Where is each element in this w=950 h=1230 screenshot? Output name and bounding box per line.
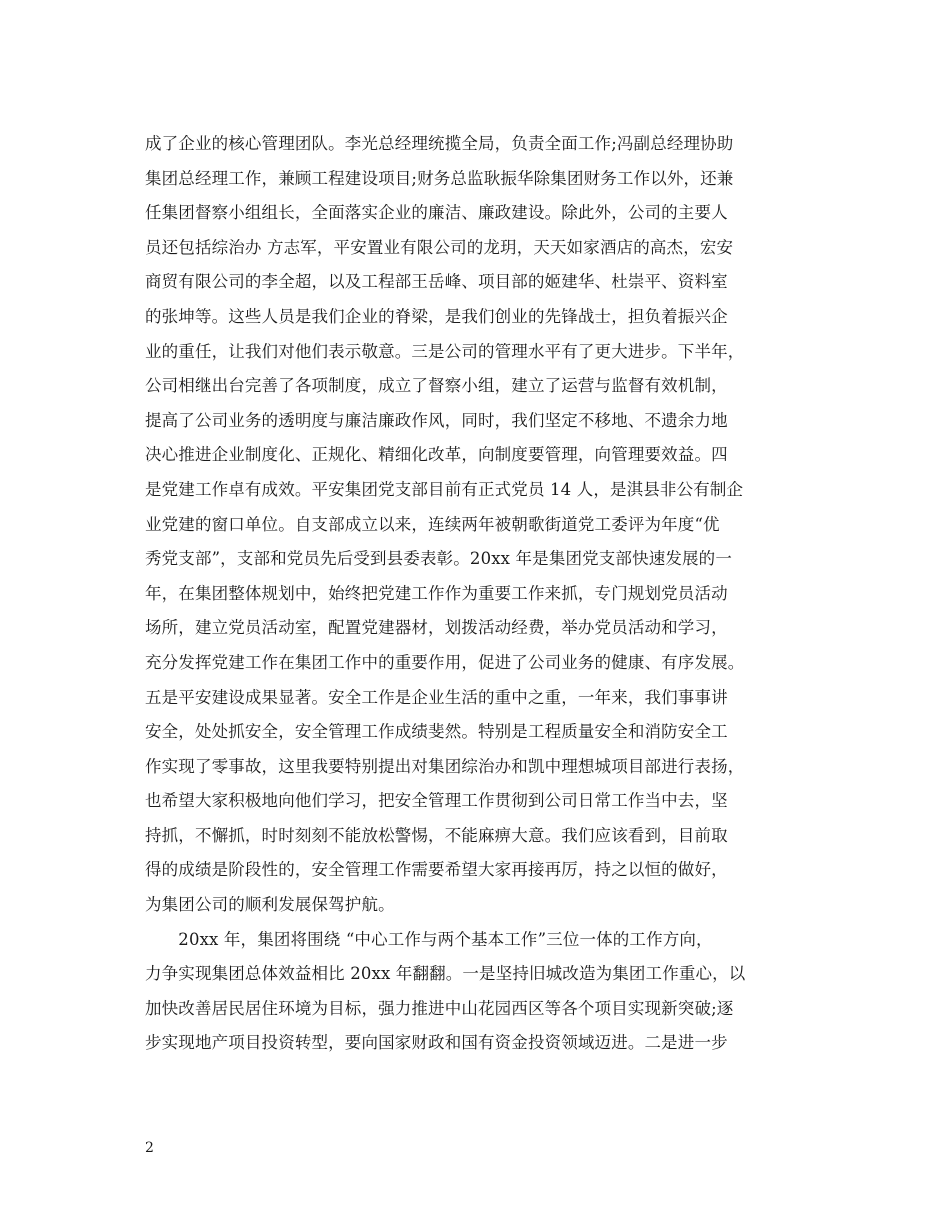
text-line: 秀党支部”，支部和党员先后受到县委表彰。20xx 年是集团党支部快速发展的一 (145, 549, 732, 569)
text-line: 的张坤等。这些人员是我们企业的脊梁，是我们创业的先锋战士，担负着振兴企 (145, 306, 728, 326)
text-line: 成了企业的核心管理团队。李光总经理统揽全局，负责全面工作;冯副总经理协助 (145, 134, 734, 153)
text-line: 安全，处处抓安全，安全管理工作成绩斐然。特别是工程质量安全和消防安全工 (145, 722, 728, 742)
text-line: 员还包括综治办 方志军，平安置业有限公司的龙玥，天天如家酒店的高杰，宏安 (145, 237, 734, 257)
text-line: 加快改善居民居住环境为目标，强力推进中山花园西区等各个项目实现新突破;逐 (145, 998, 734, 1018)
text-line: 商贸有限公司的李全超，以及工程部王岳峰、项目部的姬建华、杜崇平、资料室 (145, 272, 728, 292)
text-line: 步实现地产项目投资转型，要向国家财政和国有资金投资领域迈进。二是进一步 (145, 1033, 728, 1053)
text-line: 力争实现集团总体效益相比 20xx 年翻翻。一是坚持旧城改造为集团工作重心，以 (145, 964, 746, 984)
text-line: 20xx 年，集团将围绕 “中心工作与两个基本工作”三位一体的工作方向， (145, 929, 713, 949)
text-line: 决心推进企业制度化、正规化、精细化改革，向制度要管理，向管理要效益。四 (145, 445, 728, 465)
text-line: 是党建工作卓有成效。平安集团党支部目前有正式党员 14 人，是淇县非公有制企 (145, 479, 744, 499)
text-line: 集团总经理工作，兼顾工程建设项目;财务总监耿振华除集团财务工作以外，还兼 (145, 168, 734, 188)
page-number: 2 (145, 1140, 154, 1156)
text-line: 业党建的窗口单位。自支部成立以来，连续两年被朝歌街道党工委评为年度“优 (145, 514, 720, 534)
text-line: 公司相继出台完善了各项制度，成立了督察小组，建立了运营与监督有效机制， (145, 376, 728, 396)
text-line: 得的成绩是阶段性的，安全管理工作需要希望大家再接再厉，持之以恒的做好， (145, 860, 728, 880)
text-line: 为集团公司的顺利发展保驾护航。 (145, 895, 395, 915)
text-line: 作实现了零事故，这里我要特别提出对集团综治办和凯中理想城项目部进行表扬， (145, 756, 745, 776)
text-line: 任集团督察小组组长，全面落实企业的廉洁、廉政建设。除此外，公司的主要人 (145, 203, 728, 223)
text-line: 业的重任，让我们对他们表示敬意。三是公司的管理水平有了更大进步。下半年， (145, 341, 745, 361)
text-line: 充分发挥党建工作在集团工作中的重要作用，促进了公司业务的健康、有序发展。 (145, 652, 745, 672)
text-line: 也希望大家积极地向他们学习，把安全管理工作贯彻到公司日常工作当中去，坚 (145, 791, 728, 811)
text-line: 持抓，不懈抓，时时刻刻不能放松警惕，不能麻痹大意。我们应该看到，目前取 (145, 825, 728, 845)
body-text (145, 127, 815, 1061)
text-line: 提高了公司业务的透明度与廉洁廉政作风，同时，我们坚定不移地、不遗余力地 (145, 410, 728, 430)
text-line: 五是平安建设成果显著。安全工作是企业生活的重中之重，一年来，我们事事讲 (145, 687, 728, 707)
text-line: 场所，建立党员活动室，配置党建器材，划拨活动经费，举办党员活动和学习， (145, 618, 728, 638)
text-line: 年，在集团整体规划中，始终把党建工作作为重要工作来抓，专门规划党员活动 (145, 583, 728, 603)
